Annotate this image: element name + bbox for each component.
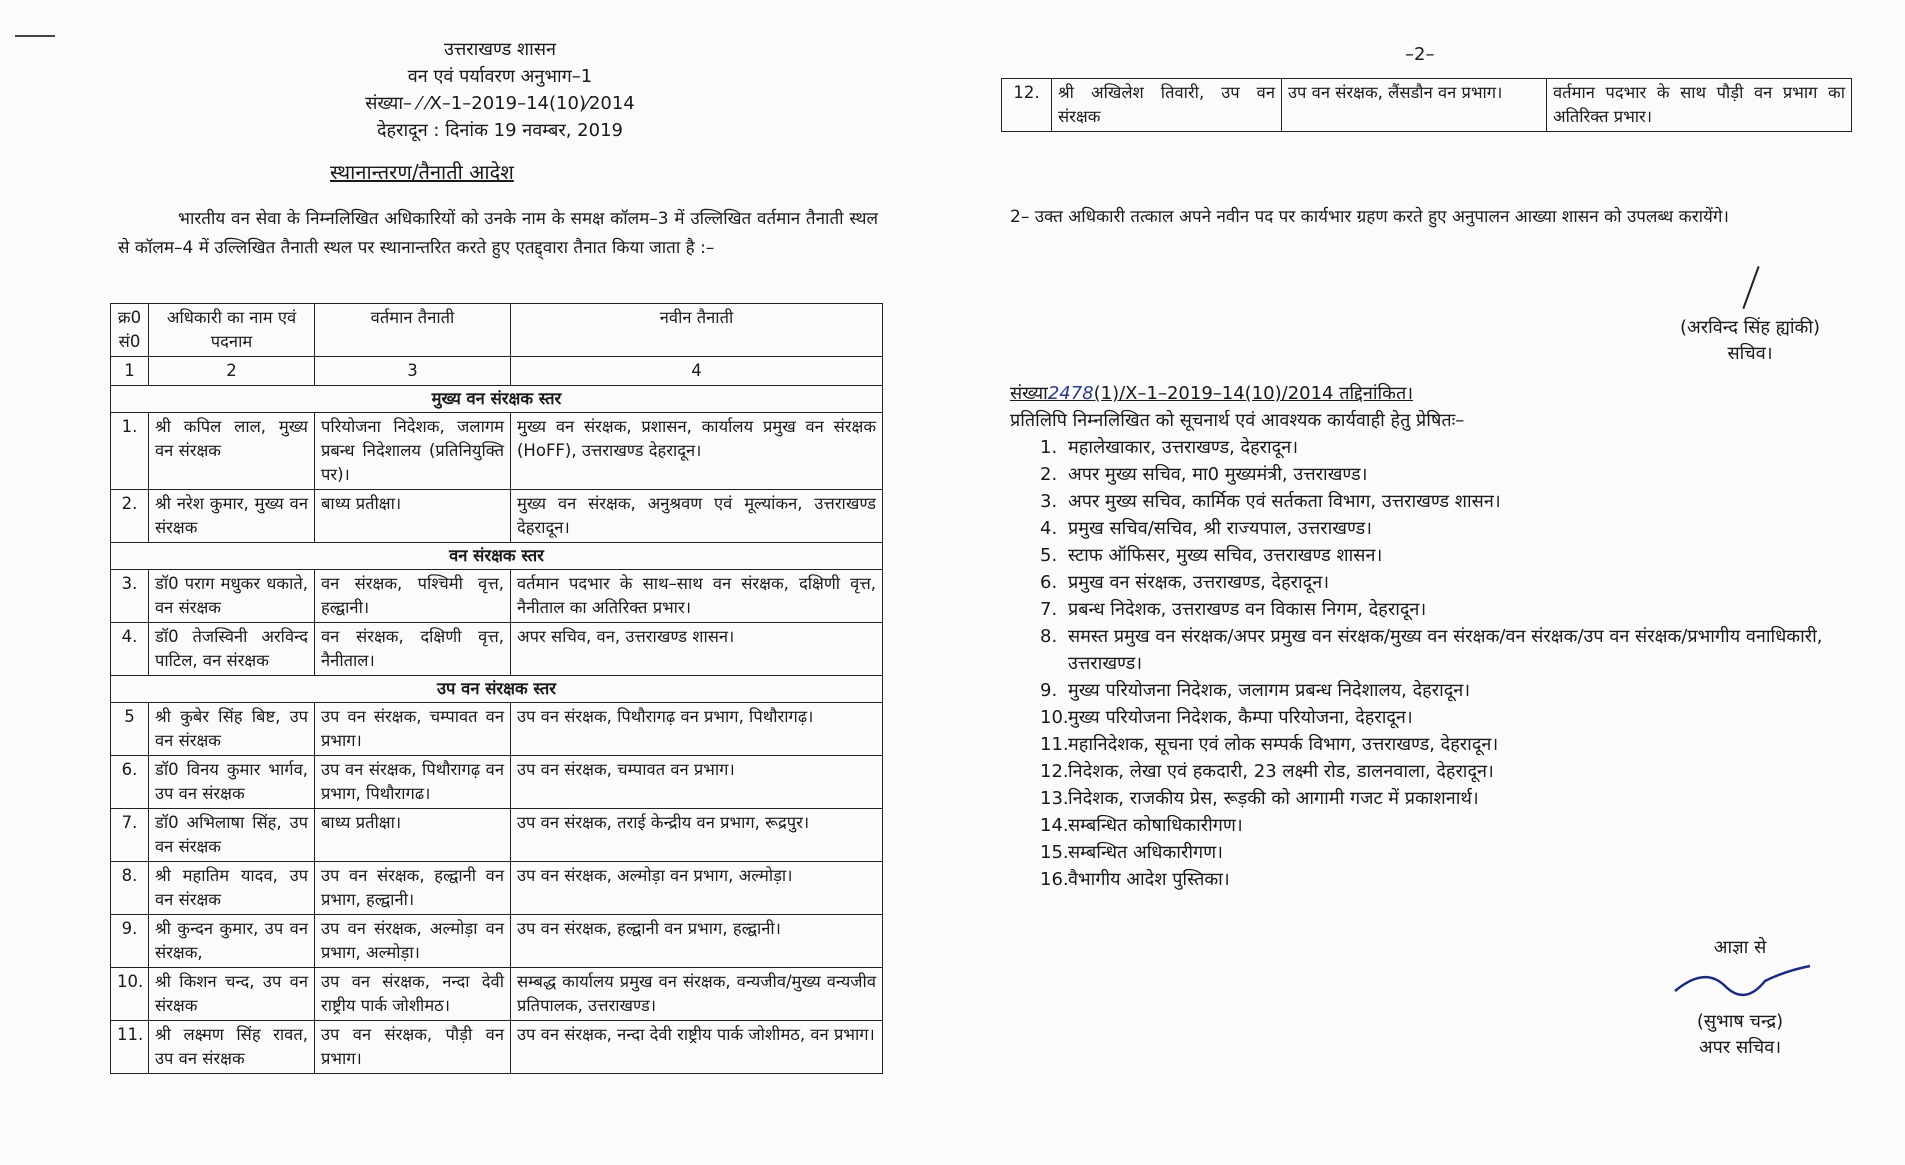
row-number: 11.: [111, 1021, 149, 1074]
copy-reference: [1010, 380, 1890, 407]
current-posting: उप वन संरक्षक, हल्द्वानी वन प्रभाग, हल्द्वानी।: [315, 862, 511, 915]
ref-number-handwritten: 2478: [1047, 383, 1094, 404]
new-posting: उप वन संरक्षक, पिथौरागढ़ वन प्रभाग, पिथौरागढ़।: [511, 703, 883, 756]
item-number: 3.: [1040, 491, 1058, 512]
section-title: मुख्य वन संरक्षक स्तर: [111, 386, 883, 413]
new-posting: सम्बद्ध कार्यालय प्रमुख वन संरक्षक, वन्यजीव/मुख्य वन्यजीव प्रतिपालक, उत्तराखण्ड।: [511, 968, 883, 1021]
section-title: वन संरक्षक स्तर: [111, 543, 883, 570]
current-posting: उप वन संरक्षक, नन्दा देवी राष्ट्रीय पार्क जोशीमठ।: [315, 968, 511, 1021]
copy-list-item: [1040, 866, 1890, 893]
signatory-name: (सुभाष चन्द्र): [1696, 1011, 1784, 1032]
new-posting: उप वन संरक्षक, अल्मोड़ा वन प्रभाग, अल्मोड़ा।: [511, 862, 883, 915]
table-row: [111, 413, 883, 490]
item-text: निदेशक, लेखा एवं हकदारी, 23 लक्ष्मी रोड, डालनवाला, देहरादून।: [1068, 761, 1494, 782]
col-number: 3: [315, 357, 511, 386]
item-text: स्टाफ ऑफिसर, मुख्य सचिव, उत्तराखण्ड शासन।: [1068, 545, 1383, 566]
copy-list: [1040, 434, 1890, 893]
copy-list-item: [1040, 488, 1890, 515]
signatory-designation: अपर सचिव।: [1698, 1037, 1782, 1058]
officer-name: श्री कुबेर सिंह बिष्ट, उप वन संरक्षक: [149, 703, 315, 756]
row-number: 10.: [111, 968, 149, 1021]
column-number-row: [111, 357, 883, 386]
signatory-name: (अरविन्द सिंह ह्यांकी): [1679, 317, 1821, 338]
header-line: वन एवं पर्यावरण अनुभाग–1: [407, 66, 593, 87]
item-number: 13.: [1040, 788, 1069, 809]
officer-name: श्री कपिल लाल, मुख्य वन संरक्षक: [149, 413, 315, 490]
officer-name: श्री किशन चन्द, उप वन संरक्षक: [149, 968, 315, 1021]
transfer-table: [110, 303, 883, 1074]
copy-list-item: [1040, 461, 1890, 488]
col-number: 2: [149, 357, 315, 386]
new-posting: मुख्य वन संरक्षक, प्रशासन, कार्यालय प्रमुख वन संरक्षक (HoFF), उत्तराखण्ड देहरादून।: [511, 413, 883, 490]
row-number: 3.: [111, 570, 149, 623]
copy-list-item: [1040, 839, 1890, 866]
row-number: 2.: [111, 490, 149, 543]
item-number: 1.: [1040, 437, 1058, 458]
item-text: प्रबन्ध निदेशक, उत्तराखण्ड वन विकास निगम, देहरादून।: [1068, 599, 1427, 620]
copy-list-item: [1040, 542, 1890, 569]
table-row: [111, 915, 883, 968]
signatory-block-2: [1640, 935, 1840, 1061]
new-posting: उप वन संरक्षक, हल्द्वानी वन प्रभाग, हल्द्वानी।: [511, 915, 883, 968]
copy-list-item: [1040, 596, 1890, 623]
new-posting: उप वन संरक्षक, नन्दा देवी राष्ट्रीय पार्क जोशीमठ, वन प्रभाग।: [511, 1021, 883, 1074]
table-row: [1002, 79, 1852, 132]
item-number: 5.: [1040, 545, 1058, 566]
signatory-designation: सचिव।: [1727, 343, 1773, 364]
officer-name: डॉ0 पराग मधुकर धकाते, वन संरक्षक: [149, 570, 315, 623]
page-number: –2–: [1405, 44, 1435, 65]
signature-scribble: [1665, 961, 1815, 1001]
item-text: सम्बन्धित अधिकारीगण।: [1068, 842, 1223, 863]
officer-name: डॉ0 अभिलाषा सिंह, उप वन संरक्षक: [149, 809, 315, 862]
copy-list-item: [1040, 434, 1890, 461]
row-number: 7.: [111, 809, 149, 862]
officer-name: श्री कुन्दन कुमार, उप वन संरक्षक,: [149, 915, 315, 968]
table-row: [111, 703, 883, 756]
page-2: [975, 0, 1905, 1165]
item-number: 9.: [1040, 680, 1058, 701]
new-posting: उप वन संरक्षक, तराई केन्द्रीय वन प्रभाग, रूद्रपुर।: [511, 809, 883, 862]
by-order: आज्ञा से: [1713, 937, 1767, 958]
section-row: [111, 543, 883, 570]
signatory-block: [1635, 315, 1865, 367]
table-row: [111, 862, 883, 915]
new-posting: अपर सचिव, वन, उत्तराखण्ड शासन।: [511, 623, 883, 676]
item-number: 12.: [1040, 761, 1069, 782]
item-number: 8.: [1040, 626, 1058, 647]
table-row: [111, 570, 883, 623]
copy-list-item: [1040, 515, 1890, 542]
intro-paragraph: भारतीय वन सेवा के निम्नलिखित अधिकारियों को उनके नाम के समक्ष कॉलम–3 में उल्लिखित वर्तमान तैनाती स्थल से कॉलम–4 में उल्लिखित तैनाती स्थल पर स्थानान्तरित करते हुए एतद्द्वारा तैनात किया जाता है :–: [118, 209, 878, 258]
letter-header: [300, 36, 700, 144]
item-text: प्रमुख सचिव/सचिव, श्री राज्यपाल, उत्तराखण्ड।: [1068, 518, 1372, 539]
signature-mark: [1742, 266, 1759, 309]
copy-intro: प्रतिलिपि निम्नलिखित को सूचनार्थ एवं आवश्यक कार्यवाही हेतु प्रेषितः–: [1010, 410, 1465, 431]
item-number: 14.: [1040, 815, 1069, 836]
col-number: 1: [111, 357, 149, 386]
current-posting: परियोजना निदेशक, जलागम प्रबन्ध निदेशालय (प्रतिनियुक्ति पर)।: [315, 413, 511, 490]
compliance-paragraph: 2– उक्त अधिकारी तत्काल अपने नवीन पद पर कार्यभार ग्रहण करते हुए अनुपालन आख्या शासन को उपलब्ध करायेंगे।: [1010, 207, 1729, 227]
table-row: [111, 809, 883, 862]
officer-name: श्री नरेश कुमार, मुख्य वन संरक्षक: [149, 490, 315, 543]
header-line: उत्तराखण्ड शासन: [443, 39, 556, 60]
item-text: अपर मुख्य सचिव, कार्मिक एवं सर्तकता विभाग, उत्तराखण्ड शासन।: [1068, 491, 1501, 512]
item-number: 10.: [1040, 707, 1069, 728]
row-number: 4.: [111, 623, 149, 676]
item-text: अपर मुख्य सचिव, मा0 मुख्यमंत्री, उत्तराखण्ड।: [1068, 464, 1368, 485]
copy-list-item: [1040, 812, 1890, 839]
table-row: [111, 1021, 883, 1074]
new-posting: मुख्य वन संरक्षक, अनुश्रवण एवं मूल्यांकन, उत्तराखण्ड देहरादून।: [511, 490, 883, 543]
copy-list-item: [1040, 758, 1890, 785]
copy-list-item: [1040, 731, 1890, 758]
item-text: मुख्य परियोजना निदेशक, कैम्पा परियोजना, देहरादून।: [1068, 707, 1413, 728]
table-row: [111, 968, 883, 1021]
item-text: प्रमुख वन संरक्षक, उत्तराखण्ड, देहरादून।: [1068, 572, 1330, 593]
table-row: [111, 623, 883, 676]
row-number: 1.: [111, 413, 149, 490]
item-number: 16.: [1040, 869, 1069, 890]
section-title: उप वन संरक्षक स्तर: [111, 676, 883, 703]
officer-name: डॉ0 विनय कुमार भार्गव, उप वन संरक्षक: [149, 756, 315, 809]
header-line: संख्या– ⁄ ⁄X–1–2019–14(10)⁄2014: [365, 93, 635, 114]
table-header-row: [111, 304, 883, 357]
current-posting: उप वन संरक्षक, चम्पावत वन प्रभाग।: [315, 703, 511, 756]
new-posting: वर्तमान पदभार के साथ पौड़ी वन प्रभाग का अतिरिक्त प्रभार।: [1547, 79, 1852, 132]
item-number: 7.: [1040, 599, 1058, 620]
current-posting: बाध्य प्रतीक्षा।: [315, 490, 511, 543]
new-posting: उप वन संरक्षक, चम्पावत वन प्रभाग।: [511, 756, 883, 809]
row-number: 8.: [111, 862, 149, 915]
current-posting: बाध्य प्रतीक्षा।: [315, 809, 511, 862]
table-row: [111, 756, 883, 809]
item-text: मुख्य परियोजना निदेशक, जलागम प्रबन्ध निदेशालय, देहरादून।: [1068, 680, 1471, 701]
current-posting: उप वन संरक्षक, पिथौरागढ़ वन प्रभाग, पिथौरागढ।: [315, 756, 511, 809]
table-row: [111, 490, 883, 543]
copy-list-item: [1040, 569, 1890, 596]
current-posting: उप वन संरक्षक, अल्मोड़ा वन प्रभाग, अल्मोड़ा।: [315, 915, 511, 968]
item-number: 15.: [1040, 842, 1069, 863]
officer-name: श्री महातिम यादव, उप वन संरक्षक: [149, 862, 315, 915]
row-number: 5: [111, 703, 149, 756]
item-text: महालेखाकार, उत्तराखण्ड, देहरादून।: [1068, 437, 1299, 458]
page-1: [0, 0, 930, 1165]
officer-name: श्री लक्ष्मण सिंह रावत, उप वन संरक्षक: [149, 1021, 315, 1074]
item-text: सम्बन्धित कोषाधिकारीगण।: [1068, 815, 1243, 836]
item-number: 11.: [1040, 734, 1069, 755]
copy-list-item: [1040, 785, 1890, 812]
col-number: 4: [511, 357, 883, 386]
item-text: वैभागीय आदेश पुस्तिका।: [1068, 869, 1230, 890]
item-number: 6.: [1040, 572, 1058, 593]
current-posting: वन संरक्षक, पश्चिमी वृत्त, हल्द्वानी।: [315, 570, 511, 623]
section-row: [111, 386, 883, 413]
row-number: 6.: [111, 756, 149, 809]
item-text: निदेशक, राजकीय प्रेस, रूड़की को आगामी गजट में प्रकाशनार्थ।: [1068, 788, 1479, 809]
ref-suffix: (1)/X–1–2019–14(10)/2014 तद्दिनांकित।: [1093, 383, 1414, 404]
item-number: 4.: [1040, 518, 1058, 539]
item-number: 2.: [1040, 464, 1058, 485]
header-line: देहरादून : दिनांक 19 नवम्बर, 2019: [377, 120, 623, 141]
ref-prefix: संख्या: [1010, 383, 1048, 404]
item-text: महानिदेशक, सूचना एवं लोक सम्पर्क विभाग, उत्तराखण्ड, देहरादून।: [1068, 734, 1499, 755]
row-number: 9.: [111, 915, 149, 968]
new-posting: वर्तमान पदभार के साथ–साथ वन संरक्षक, दक्षिणी वृत्त, नैनीताल का अतिरिक्त प्रभार।: [511, 570, 883, 623]
copy-list-item: [1040, 704, 1890, 731]
current-posting: वन संरक्षक, दक्षिणी वृत्त, नैनीताल।: [315, 623, 511, 676]
officer-name: श्री अखिलेश तिवारी, उप वन संरक्षक: [1052, 79, 1282, 132]
col-header: अधिकारी का नाम एवं पदनाम: [149, 304, 315, 357]
item-text: समस्त प्रमुख वन संरक्षक/अपर प्रमुख वन संरक्षक/मुख्य वन संरक्षक/वन संरक्षक/उप वन संरक्षक/प्रभागीय वनाधिकारी, उत्तराखण्ड।: [1068, 626, 1823, 674]
section-row: [111, 676, 883, 703]
col-header: क्र0 सं0: [111, 304, 149, 357]
current-posting: उप वन संरक्षक, लैंसडौन वन प्रभाग।: [1282, 79, 1547, 132]
officer-name: डॉ0 तेजस्विनी अरविन्द पाटिल, वन संरक्षक: [149, 623, 315, 676]
copy-list-item: [1040, 623, 1890, 677]
transfer-table-continued: [1001, 78, 1852, 132]
copy-distribution: [1010, 380, 1890, 893]
row-number: 12.: [1002, 79, 1052, 132]
scan-mark: [15, 35, 55, 37]
col-header: वर्तमान तैनाती: [315, 304, 511, 357]
order-title: स्थानान्तरण/तैनाती आदेश: [330, 160, 514, 184]
copy-list-item: [1040, 677, 1890, 704]
col-header: नवीन तैनाती: [511, 304, 883, 357]
current-posting: उप वन संरक्षक, पौड़ी वन प्रभाग।: [315, 1021, 511, 1074]
